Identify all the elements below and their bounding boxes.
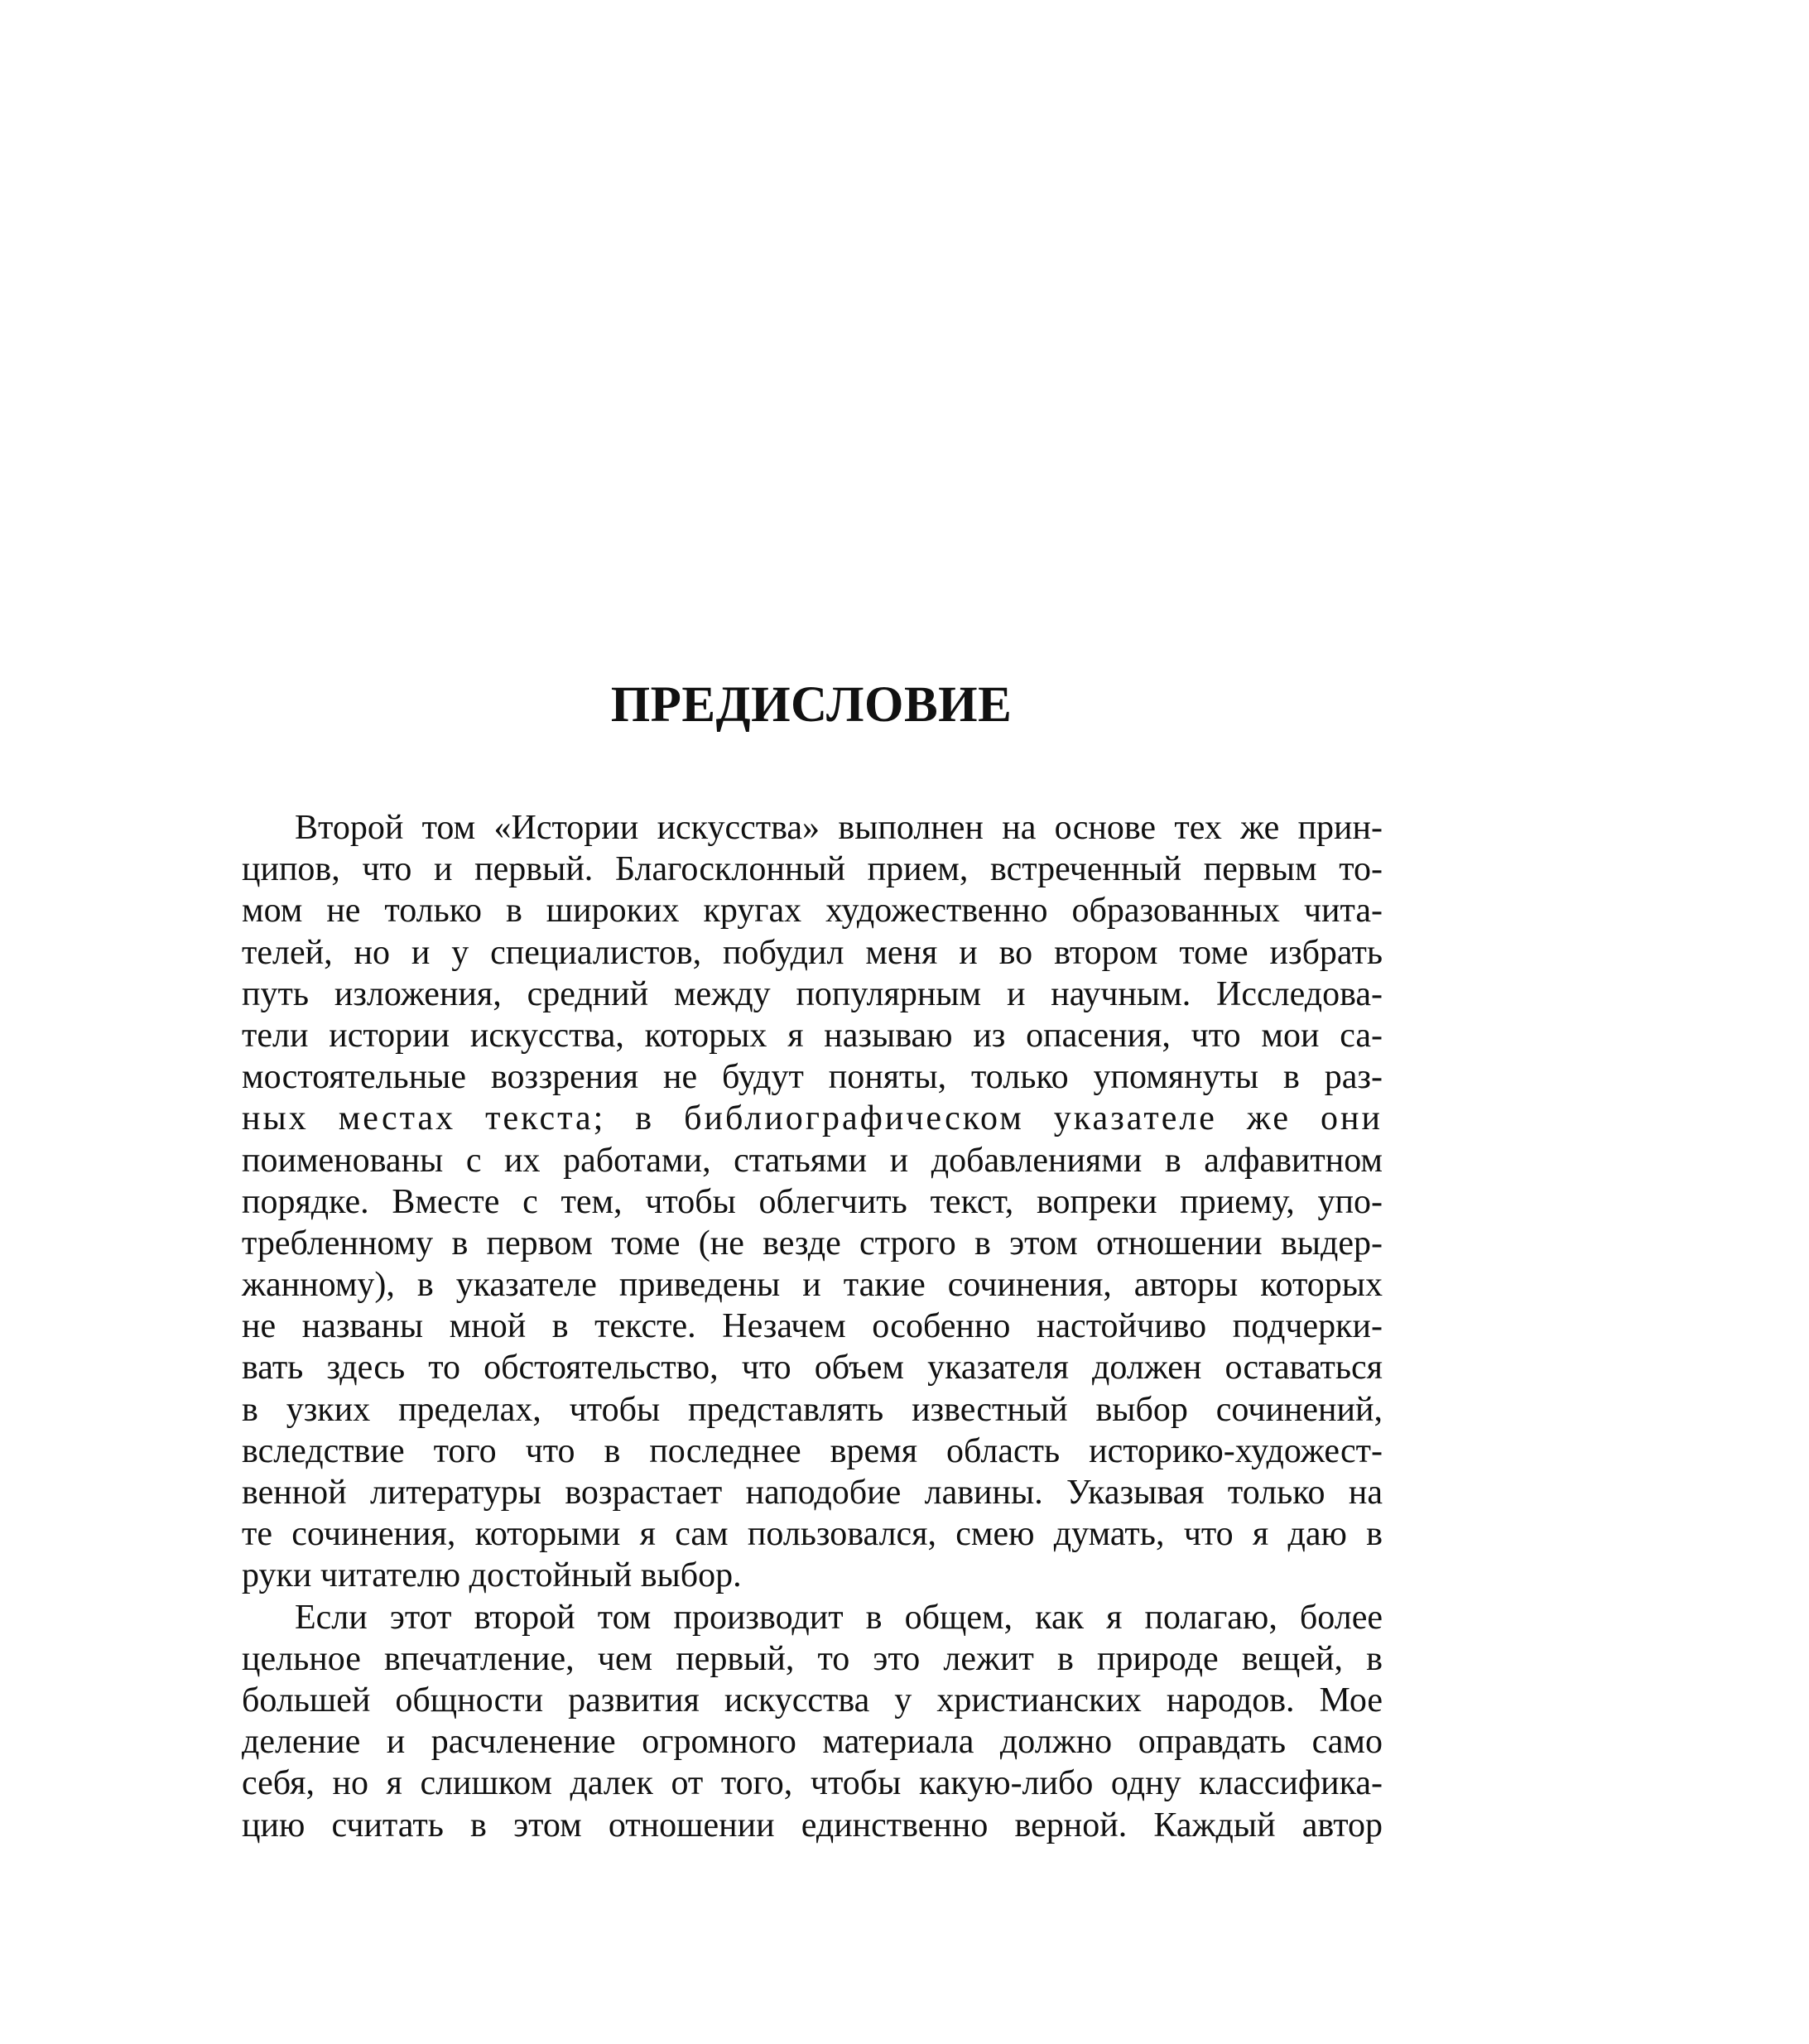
text-line: тели истории искусства, которых я называю из опасения, что мои са- [242,1016,1383,1055]
page-title: ПРЕДИСЛОВИЕ [610,677,1013,733]
text-line: цельное впечатление, чем первый, то это лежит в природе вещей, в [242,1639,1383,1678]
text-line: телей, но и у специалистов, побудил меня и во втором томе избрать [242,933,1383,972]
text-line: путь изложения, средний между популярным и научным. Исследова- [242,974,1383,1013]
text-line: не названы мной в тексте. Незачем особенно настойчиво подчерки- [242,1307,1383,1346]
text-line: жанному), в указателе приведены и такие сочинения, авторы которых [242,1266,1383,1305]
text-line: поименованы с их работами, статьями и добавлениями в алфавитном [242,1141,1383,1180]
text-line: те сочинения, которыми я сам пользовался, смею думать, что я даю в [242,1515,1383,1554]
text-line: Если этот второй том производит в общем, как я полагаю, более [295,1598,1383,1637]
text-line: ных местах текста; в библиографическом указателе же они [242,1099,1383,1138]
text-line: руки читателю достойный выбор. [242,1556,742,1595]
text-line: Второй том «Истории искусства» выполнен на основе тех же прин- [295,809,1383,847]
text-line: мом не только в широких кругах художественно образованных чита- [242,892,1383,931]
text-line: вследствие того что в последнее время область историко-художест- [242,1431,1383,1470]
text-line: мостоятельные воззрения не будут поняты, только упомянуты в раз- [242,1058,1383,1097]
text-line: в узких пределах, чтобы представлять известный выбор сочинений, [242,1390,1383,1429]
text-line: большей общности развития искусства у христианских народов. Мое [242,1681,1383,1719]
text-line: цию считать в этом отношении единственно верной. Каждый автор [242,1806,1383,1844]
text-line: вать здесь то обстоятельство, что объем указателя должен оставаться [242,1349,1383,1388]
text-line: себя, но я слишком далек от того, чтобы какую-либо одну классифика- [242,1764,1383,1803]
preface-text [242,807,1383,1846]
text-line: требленному в первом томе (не везде строго в этом отношении выдер- [242,1224,1383,1262]
text-line: порядке. Вместе с тем, чтобы облегчить текст, вопреки приему, упо- [242,1182,1383,1221]
text-line: венной литературы возрастает наподобие лавины. Указывая только на [242,1474,1383,1512]
text-line: ципов, что и первый. Благосклонный прием, встреченный первым то- [242,850,1383,889]
text-line: деление и расчленение огромного материала должно оправдать само [242,1723,1383,1762]
